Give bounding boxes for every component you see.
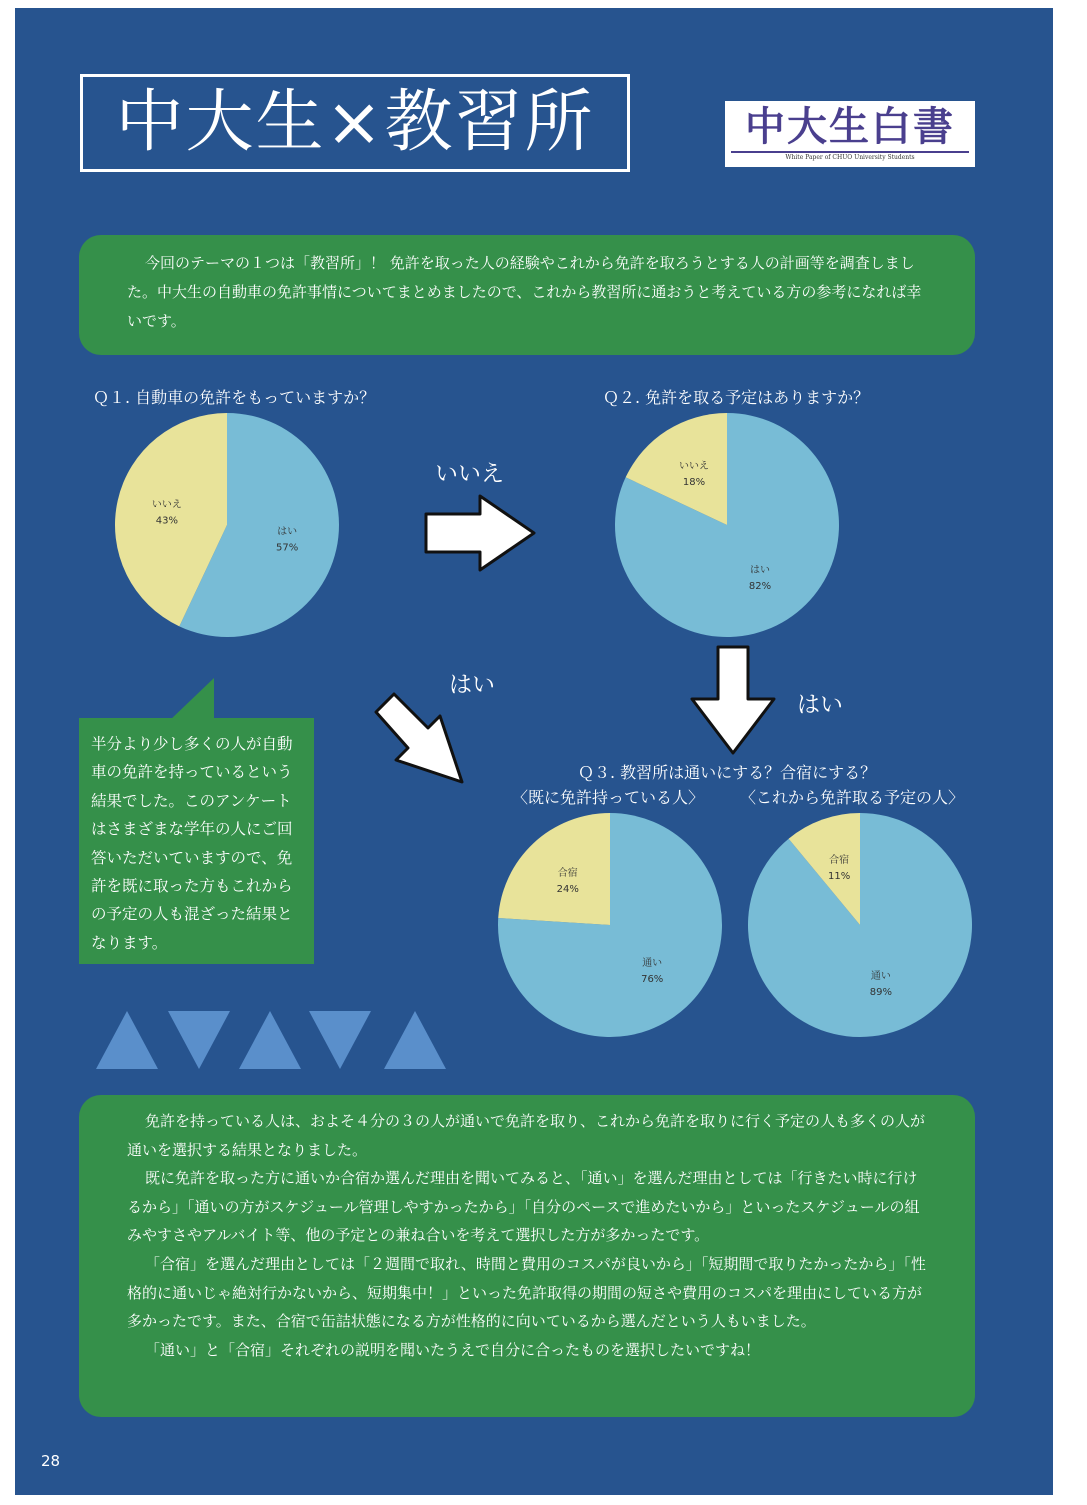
pie-chart-q1-has-license — [112, 410, 342, 640]
flow-label-yes-right: はい — [797, 692, 843, 718]
triangle-up-icon — [239, 1011, 301, 1069]
pie-value-label: 76% — [641, 973, 664, 985]
page-title: 中大生×教習所 — [80, 74, 630, 172]
triangle-down-icon — [309, 1011, 371, 1069]
arrow-right-icon — [420, 490, 542, 576]
triangle-up-icon — [384, 1011, 446, 1069]
decorative-triangles — [92, 1005, 452, 1075]
pie-category-label: いいえ — [151, 499, 182, 511]
pie-category-label: いいえ — [679, 461, 709, 472]
pie-value-label: 89% — [869, 987, 893, 998]
arrow-down-right-icon — [372, 690, 472, 790]
q3-group-existing: 〈既に免許持っている人〉 — [512, 788, 705, 807]
pie-category-label: はい — [750, 565, 770, 576]
logo — [725, 101, 975, 167]
callout-text: 半分より少し多くの人が自動車の免許を持っているという結果でした。このアンケートはさまざまな学年の人にご回答いただいていますので、免許を既に取った方もこれからの予定の人も混ざった結果となります。 — [79, 718, 314, 964]
logo-subtitle: White Paper of CHUO University Students — [785, 154, 915, 161]
arrow-down-icon — [688, 643, 780, 758]
summary-paragraph: 免許を持っている人は、およそ４分の３の人が通いで免許を取り、これから免許を取りに行く予定の人も多くの人が通いを選択する結果となりました。 — [127, 1112, 926, 1159]
pie-category-label: はい — [277, 526, 298, 538]
q2-question: Ｑ２. 免許を取る予定はありますか？ — [603, 388, 870, 407]
logo-text: 中大生白書 — [745, 104, 955, 150]
triangle-up-icon — [96, 1011, 158, 1069]
logo-rule — [731, 151, 969, 153]
pie-category-label: 合宿 — [557, 868, 578, 880]
q3-group-planned: 〈これから免許取る予定の人〉 — [740, 788, 965, 807]
summary-paragraph: 「合宿」を選んだ理由としては「２週間で取れ、時間と費用のコスパが良いから」「短期間で取りたかったから」「性格的に通いじゃ絶対行かないから、短期集中！」といった免許取得の期間の短さや費用のコスパを理由にしている方が多かったです。また、合宿で缶詰状態になる方が性格的に向いているから選んだという人もいました。 — [127, 1254, 926, 1331]
triangle-down-icon — [168, 1011, 230, 1069]
callout-tail — [168, 678, 216, 722]
pie-slice-1 — [498, 813, 610, 925]
pie-category-label: 合宿 — [829, 855, 850, 866]
pie-chart-q3-planned — [745, 810, 975, 1040]
pie-value-label: 43% — [155, 515, 179, 527]
intro-text: 今回のテーマの１つは「教習所」！ 免許を取った人の経験やこれから免許を取ろうとする人の計画等を調査しました。中大生の自動車の免許事情についてまとめましたので、これから教習所に通おうと考えている方の参考になれば幸いです。 — [79, 235, 975, 355]
summary-paragraph: 既に免許を取った方に通いか合宿か選んだ理由を聞いてみると、「通い」を選んだ理由としては「行きたい時に行けるから」「通いの方がスケジュール管理しやすかったから」「自分のペースで進めたいから」といったスケジュールの組みやすさやアルバイト等、他の予定との兼ね合いを考えて選択した方が多かったです。 — [127, 1169, 920, 1245]
pie-value-label: 24% — [556, 884, 579, 896]
page-number: 28 — [41, 1452, 61, 1470]
pie-value-label: 18% — [682, 477, 706, 488]
summary-paragraph: 「通い」と「合宿」それぞれの説明を聞いたうえで自分に合ったものを選択したいですね！ — [145, 1340, 761, 1359]
q3-question: Ｑ３. 教習所は通いにする？合宿にする？ — [578, 763, 877, 782]
summary-text — [79, 1095, 975, 1417]
pie-chart-q2-plans-license — [612, 410, 842, 640]
pie-category-label: 通い — [870, 971, 891, 982]
flow-label-no: いいえ — [435, 461, 504, 487]
pie-value-label: 11% — [827, 871, 851, 882]
q1-question: Ｑ１. 自動車の免許をもっていますか？ — [93, 388, 376, 407]
pie-value-label: 82% — [748, 581, 772, 592]
pie-chart-q3-existing-holders — [495, 810, 725, 1040]
pie-value-label: 57% — [275, 542, 299, 554]
flow-label-yes-left: はい — [449, 672, 495, 698]
pie-category-label: 通い — [642, 957, 663, 969]
